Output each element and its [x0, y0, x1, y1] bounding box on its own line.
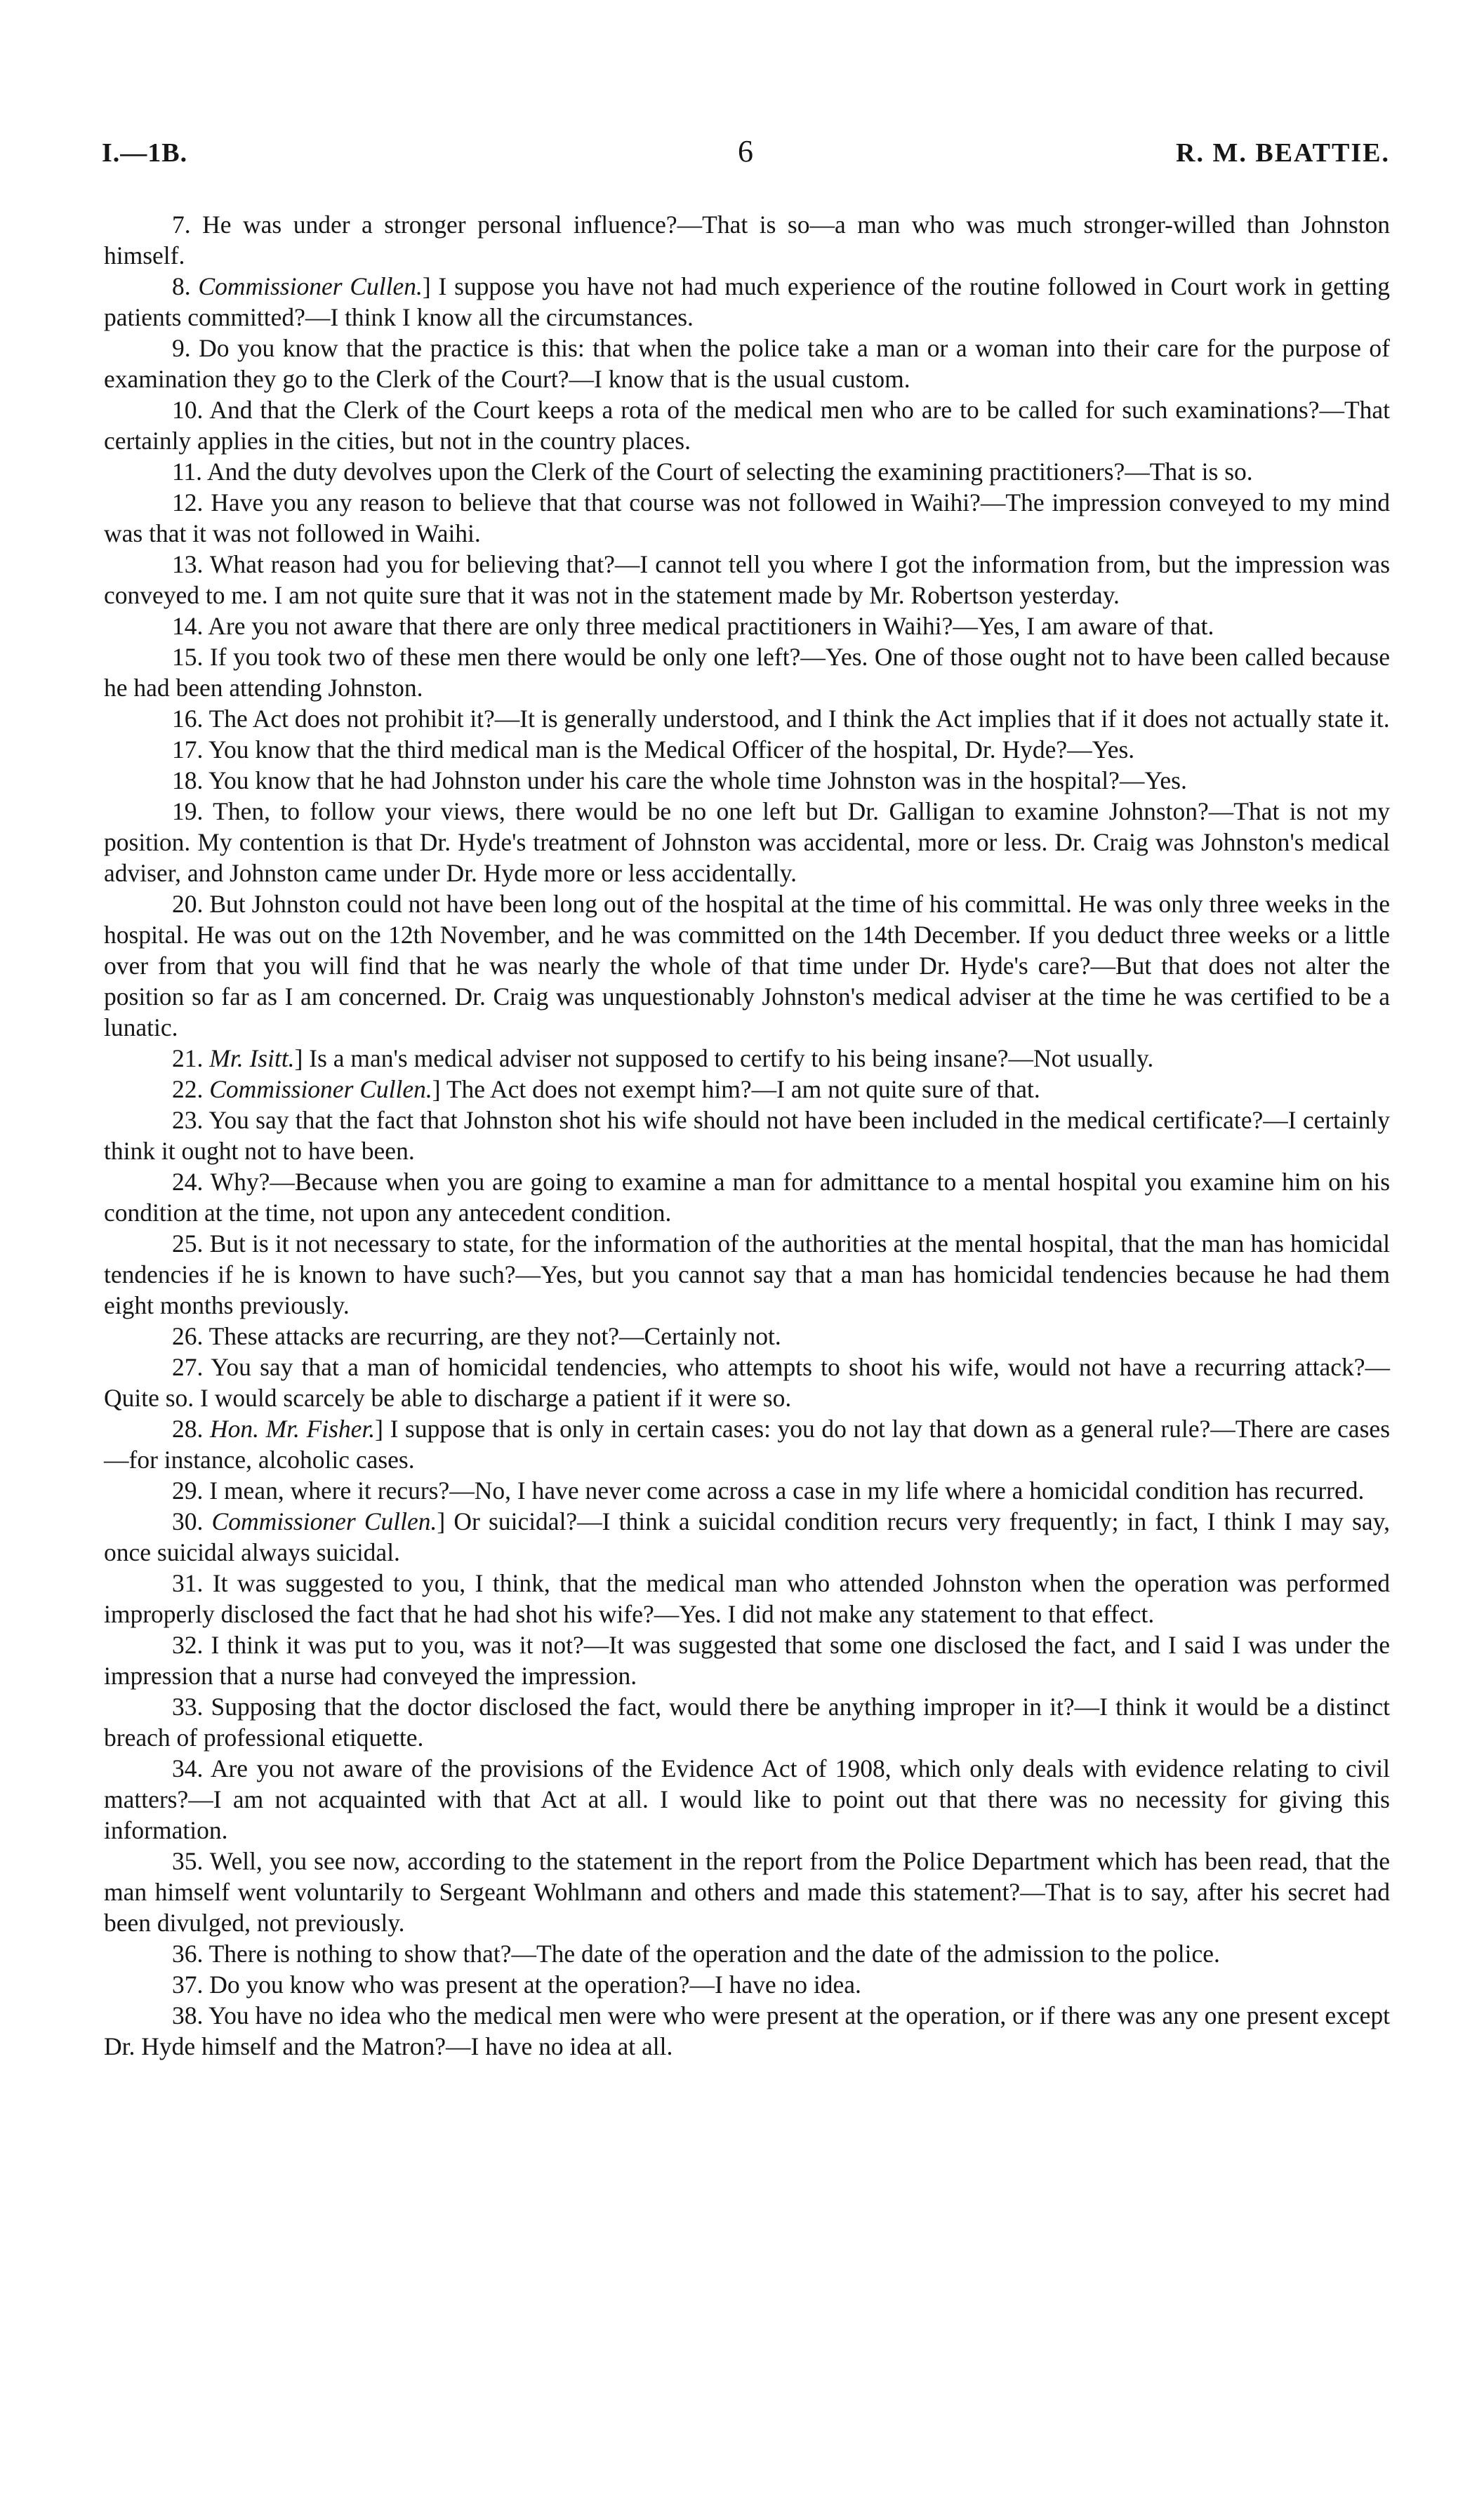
question-paragraph — [104, 611, 1390, 641]
question-paragraph — [104, 549, 1390, 611]
question-text: Then, to follow your views, there would be no one left but Dr. Galligan to examine Johnston?—That is not my position. My contention is that Dr. Hyde's treatment of Johnston was accidental, more or less. Dr. Craig was Johnston's medical adviser, and Johnston came under Dr. Hyde more or less accidentally. — [104, 797, 1390, 887]
question-paragraph — [104, 1475, 1390, 1506]
question-paragraph — [104, 1228, 1390, 1321]
question-paragraph — [104, 487, 1390, 549]
question-number: 26. — [172, 1322, 204, 1350]
page-number: 6 — [738, 134, 754, 168]
question-number: 13. — [172, 550, 204, 578]
question-number: 29. — [172, 1476, 204, 1505]
question-paragraph — [104, 1506, 1390, 1568]
question-paragraph — [104, 703, 1390, 734]
question-text: He was under a stronger personal influence?—That is so—a man who was much stronger-willed than Johnston himself. — [104, 211, 1391, 269]
question-paragraph — [104, 1352, 1390, 1413]
question-paragraph — [104, 1321, 1390, 1352]
question-number: 33. — [172, 1693, 204, 1721]
question-paragraph — [104, 1105, 1390, 1166]
question-text: You say that a man of homicidal tendencies, who attempts to shoot his wife, would not have a recurring attack?—Quite so. I would scarcely be able to discharge a patient if it were so. — [104, 1353, 1390, 1412]
speaker-name: Commissioner Cullen. — [209, 1075, 432, 1103]
question-number: 37. — [172, 1971, 204, 1999]
question-number: 16. — [172, 705, 204, 733]
question-text: Have you any reason to believe that that course was not followed in Waihi?—The impression conveyed to my mind was that it was not followed in Waihi. — [104, 488, 1390, 547]
question-number: 18. — [172, 766, 204, 794]
question-paragraph — [104, 209, 1390, 271]
question-number: 11. — [172, 458, 203, 486]
question-text: ] Or suicidal?—I think a suicidal condition recurs very frequently; in fact, I think I may say, once suicidal always suicidal. — [104, 1507, 1390, 1566]
question-number: 28. — [172, 1415, 204, 1443]
question-text: But Johnston could not have been long out of the hospital at the time of his committal. He was only three weeks in the hospital. He was out on the 12th November, and he was committed on the 14th December. If you deduct three weeks or a little over from that you will find that he was nearly the whole of that time under Dr. Hyde's care?—But that does not alter the position so far as I am concerned. Dr. Craig was unquestionably Johnston's medical adviser at the time he was certified to be a lunatic. — [104, 890, 1390, 1041]
question-text: You know that he had Johnston under his care the whole time Johnston was in the hospital?—Yes. — [208, 766, 1187, 794]
question-paragraph — [104, 1753, 1390, 1846]
question-text: You have no idea who the medical men were who were present at the operation, or if there was any one present except Dr. Hyde himself and the Matron?—I have no idea at all. — [104, 2001, 1390, 2060]
question-paragraph — [104, 1074, 1390, 1105]
question-number: 38. — [172, 2001, 204, 2029]
question-number: 23. — [172, 1106, 204, 1134]
question-number: 12. — [172, 488, 204, 516]
question-text: ] I suppose that is only in certain cases: you do not lay that down as a general rule?—There are cases—for instance, alcoholic cases. — [104, 1415, 1391, 1474]
question-paragraph — [104, 641, 1390, 703]
question-text: What reason had you for believing that?—I cannot tell you where I got the information from, but the impression was conveyed to me. I am not quite sure that it was not in the statement made by Mr. Robertson yesterday. — [104, 550, 1391, 609]
witness-name: R. M. BEATTIE. — [1176, 138, 1390, 168]
question-number: 36. — [172, 1940, 204, 1968]
question-paragraph — [104, 1969, 1390, 2000]
question-text: The Act does not prohibit it?—It is generally understood, and I think the Act implies that if it does not actually state it. — [208, 705, 1390, 733]
question-paragraph — [104, 765, 1390, 796]
speaker-name: Mr. Isitt. — [209, 1044, 295, 1072]
question-number: 21. — [172, 1044, 204, 1072]
question-number: 15. — [172, 643, 204, 671]
question-paragraph — [104, 796, 1390, 888]
question-paragraph — [104, 2000, 1390, 2062]
speaker-name: Commissioner Cullen. — [211, 1507, 437, 1535]
question-paragraph — [104, 271, 1390, 333]
question-number: 31. — [172, 1569, 204, 1597]
question-paragraph — [104, 734, 1390, 765]
question-paragraph — [104, 1568, 1390, 1629]
question-number: 25. — [172, 1229, 204, 1258]
question-text: Why?—Because when you are going to examine a man for admittance to a mental hospital you examine him on his condition at the time, not upon any antecedent condition. — [104, 1168, 1391, 1227]
question-text: But is it not necessary to state, for the information of the authorities at the mental hospital, that the man has homicidal tendencies if he is known to have such?—Yes, but you cannot say that a man has homicidal tendencies because he had them eight months previously. — [104, 1229, 1390, 1319]
speaker-name: Commissioner Cullen. — [198, 272, 423, 300]
question-number: 22. — [172, 1075, 204, 1103]
question-text: ] The Act does not exempt him?—I am not quite sure of that. — [432, 1075, 1040, 1103]
question-paragraph — [104, 1846, 1390, 1938]
question-paragraph — [104, 1413, 1390, 1475]
question-text: I mean, where it recurs?—No, I have never come across a case in my life where a homicidal condition has recurred. — [209, 1476, 1365, 1505]
question-number: 14. — [172, 612, 204, 640]
question-text: If you took two of these men there would be only one left?—Yes. One of those ought not to have been called because he had been attending Johnston. — [104, 643, 1390, 702]
question-paragraph — [104, 1629, 1390, 1691]
question-text: Are you not aware that there are only three medical practitioners in Waihi?—Yes, I am aware of that. — [208, 612, 1214, 640]
question-number: 19. — [172, 797, 204, 825]
question-number: 24. — [172, 1168, 204, 1196]
question-number: 7. — [172, 211, 191, 239]
question-text: It was suggested to you, I think, that the medical man who attended Johnston when the operation was performed improperly disclosed the fact that he had shot his wife?—Yes. I did not make any statement to that effect. — [104, 1569, 1390, 1628]
page-header — [102, 134, 1390, 180]
question-paragraph — [104, 456, 1390, 487]
question-paragraph — [104, 1043, 1390, 1074]
question-text: I think it was put to you, was it not?—It was suggested that some one disclosed the fact, and I said I was under the impression that a nurse had conveyed the impression. — [104, 1631, 1390, 1690]
question-text: Are you not aware of the provisions of the Evidence Act of 1908, which only deals with evidence relating to civil matters?—I am not acquainted with that Act at all. I would like to point out that there was no necessity for giving this information. — [104, 1754, 1390, 1844]
question-number: 10. — [172, 396, 204, 424]
question-text: And that the Clerk of the Court keeps a rota of the medical men who are to be called for such examinations?—That certainly applies in the cities, but not in the country places. — [104, 396, 1390, 455]
question-text: There is nothing to show that?—The date of the operation and the date of the admission to the police. — [208, 1940, 1220, 1968]
question-text: You say that the fact that Johnston shot his wife should not have been included in the medical certificate?—I certainly think it ought not to have been. — [104, 1106, 1390, 1165]
question-paragraph — [104, 1691, 1390, 1753]
question-text: ] Is a man's medical adviser not supposed to certify to his being insane?—Not usually. — [294, 1044, 1154, 1072]
question-paragraph — [104, 1938, 1390, 1969]
testimony-body — [104, 209, 1390, 2062]
question-number: 8. — [172, 272, 191, 300]
question-text: And the duty devolves upon the Clerk of the Court of selecting the examining practitioners?—That is so. — [206, 458, 1253, 486]
question-number: 32. — [172, 1631, 204, 1659]
paper-reference: I.—1B. — [102, 138, 188, 168]
question-number: 9. — [172, 334, 191, 362]
question-number: 20. — [172, 890, 204, 918]
question-text: You know that the third medical man is the Medical Officer of the hospital, Dr. Hyde?—Yes. — [208, 735, 1135, 764]
question-paragraph — [104, 333, 1390, 394]
question-paragraph — [104, 394, 1390, 456]
question-number: 34. — [172, 1754, 204, 1782]
question-number: 27. — [172, 1353, 204, 1381]
question-text: ] I suppose you have not had much experience of the routine followed in Court work in getting patients committed?—I think I know all the circumstances. — [104, 272, 1391, 331]
question-number: 17. — [172, 735, 204, 764]
question-text: Do you know that the practice is this: that when the police take a man or a woman into their care for the purpose of examination they go to the Clerk of the Court?—I know that is the usual custom. — [104, 334, 1390, 393]
speaker-name: Hon. Mr. Fisher. — [209, 1415, 376, 1443]
question-paragraph — [104, 1166, 1390, 1228]
question-text: Well, you see now, according to the statement in the report from the Police Department which has been read, that the man himself went voluntarily to Sergeant Wohlmann and others and made this statement?—That is to say, after his secret had been divulged, not previously. — [104, 1847, 1391, 1937]
question-number: 35. — [172, 1847, 204, 1875]
question-number: 30. — [172, 1507, 204, 1535]
question-text: Do you know who was present at the operation?—I have no idea. — [209, 1971, 861, 1999]
question-text: Supposing that the doctor disclosed the fact, would there be anything improper in it?—I think it would be a distinct breach of professional etiquette. — [104, 1693, 1391, 1752]
question-paragraph — [104, 888, 1390, 1043]
question-text: These attacks are recurring, are they not?—Certainly not. — [208, 1322, 781, 1350]
